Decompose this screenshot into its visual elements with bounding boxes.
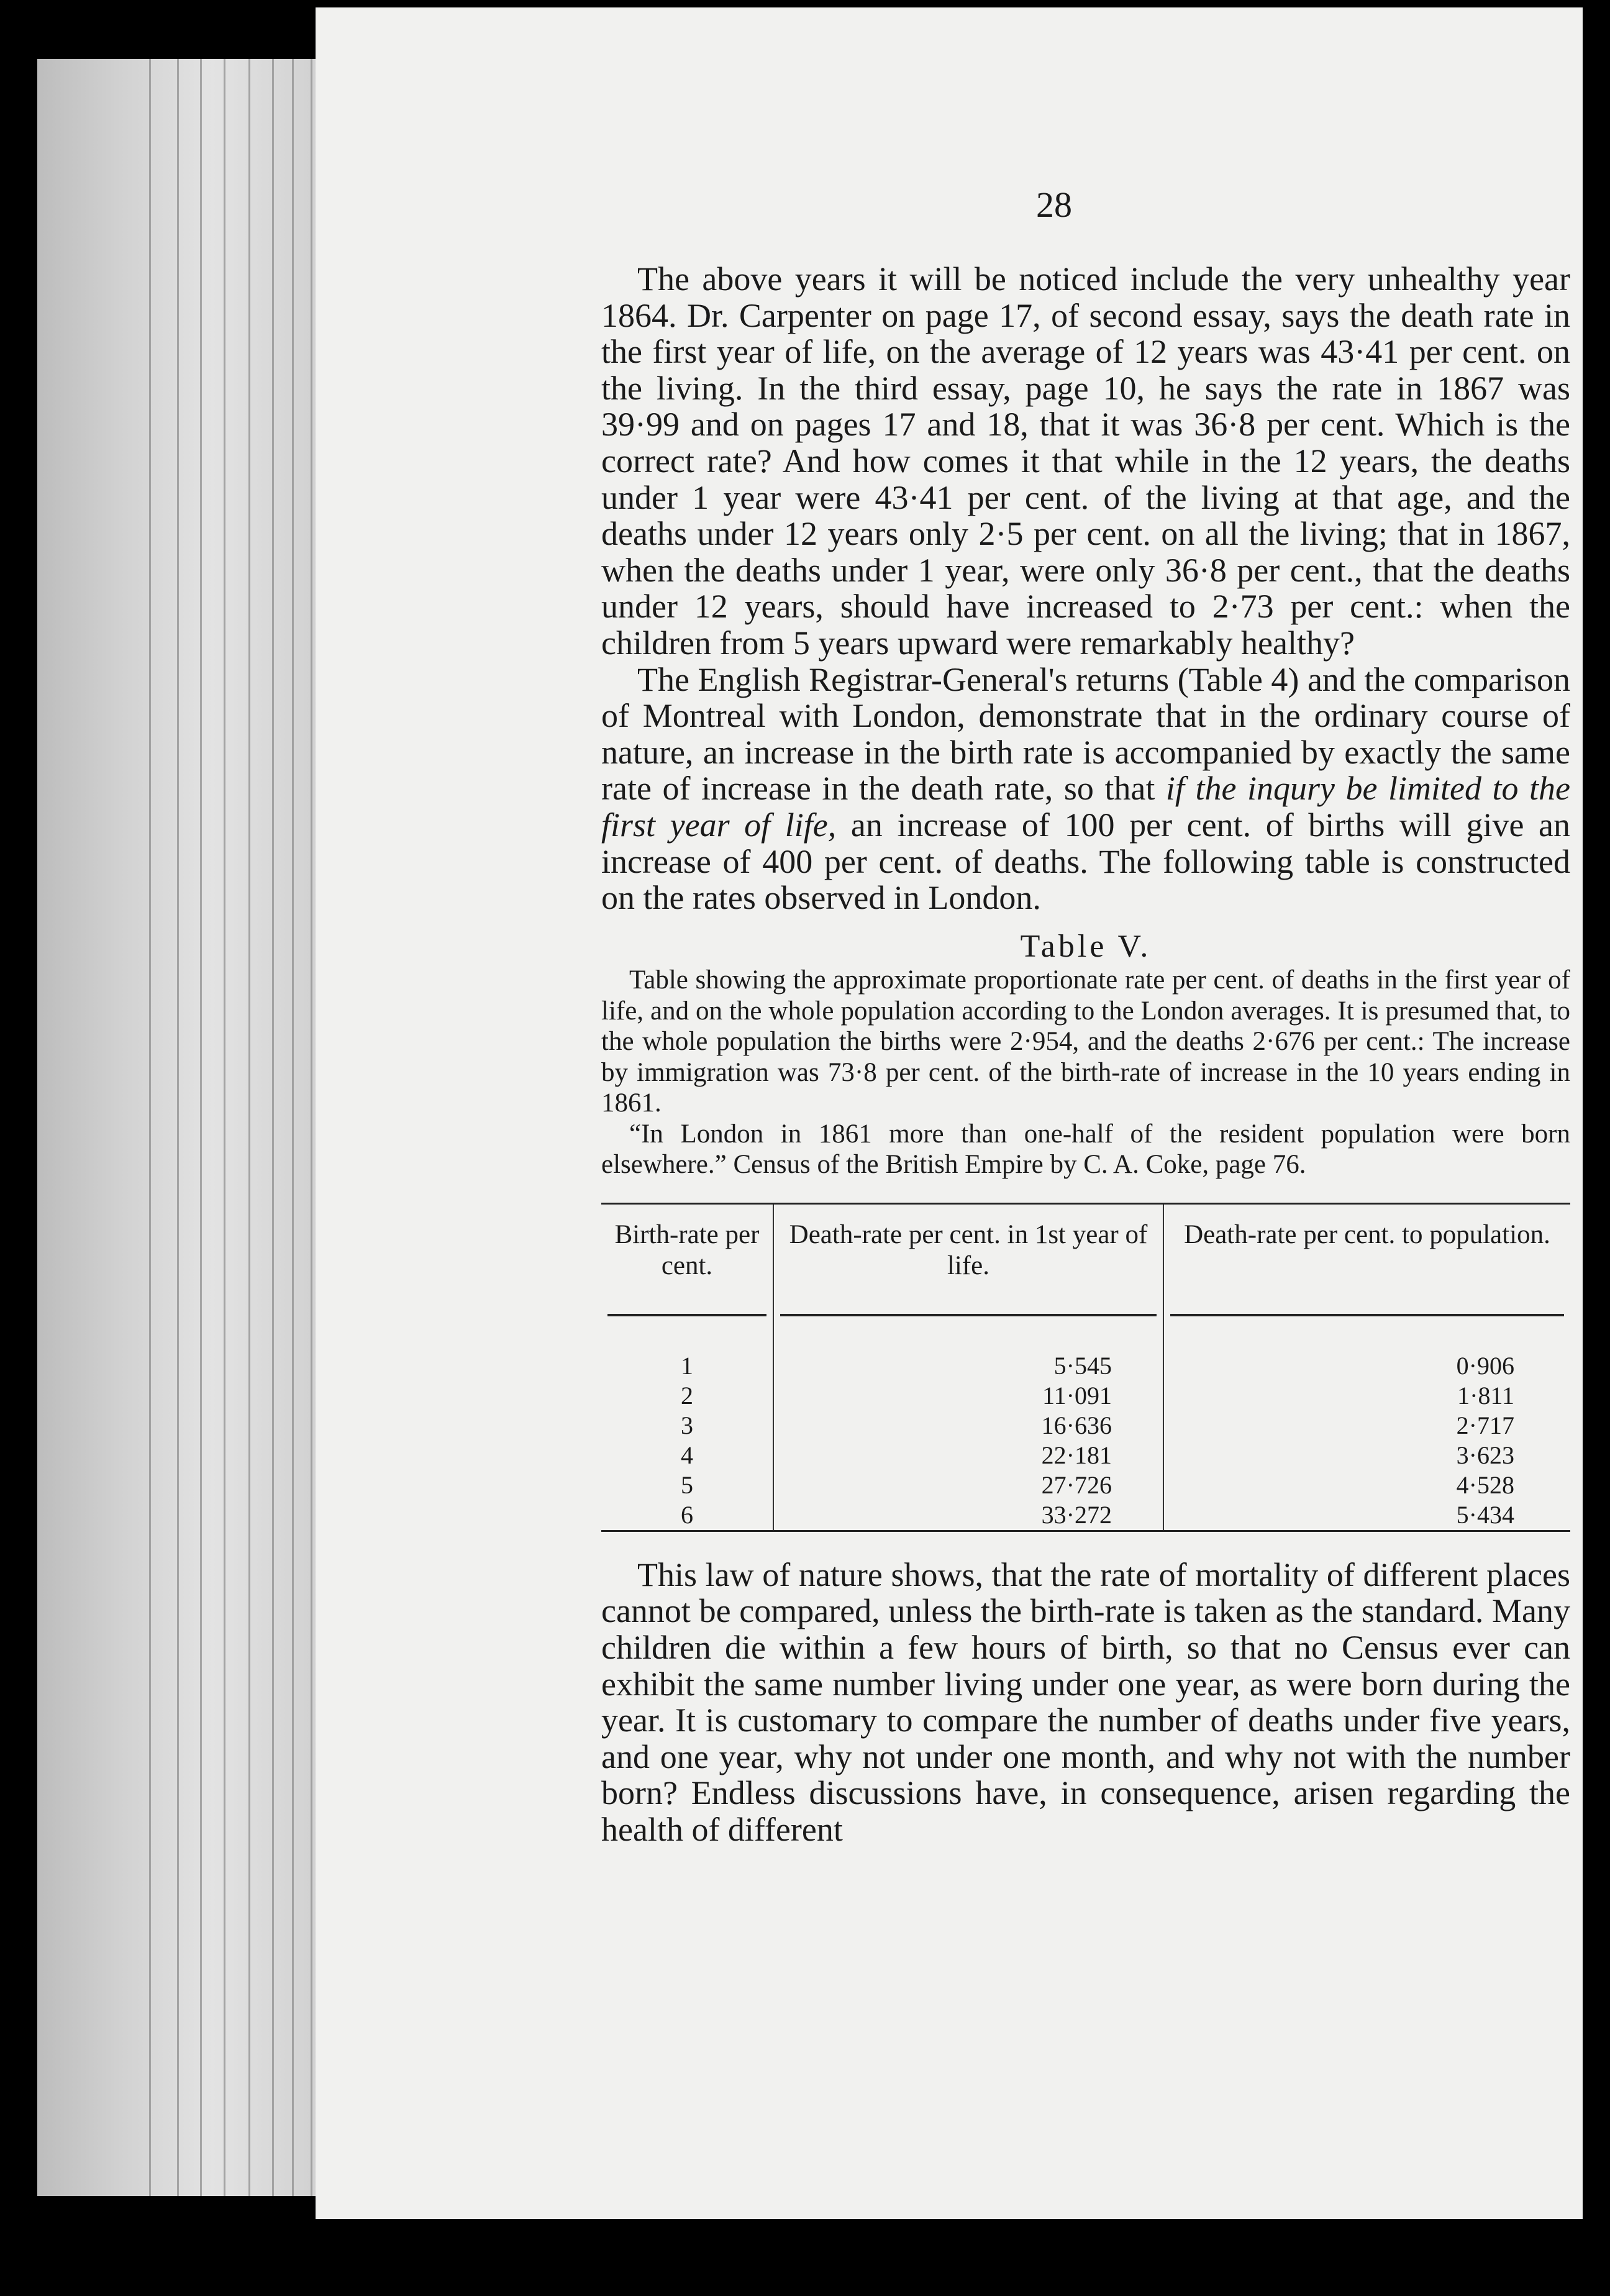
- paragraph-2-emphasis: if the inqury be limited to the first year of life,: [601, 770, 1571, 844]
- table-quote: “In London in 1861 more than one-half of the resident population were born elsewhere.” Census of the British Empire by C. A. Coke, page 76.: [601, 1119, 1570, 1180]
- header-birth-rate: Birth-rate per cent.: [614, 1219, 760, 1280]
- header-rule: [601, 1306, 1570, 1324]
- header-death-rate-population: Death-rate per cent. to population.: [1163, 1205, 1570, 1306]
- cell-death-rate-first-year: 33·272: [773, 1500, 1163, 1530]
- page-stack-edges: [37, 59, 329, 2196]
- cell-death-rate-first-year: 5·545: [773, 1351, 1163, 1381]
- cell-death-rate-first-year: 27·726: [773, 1470, 1163, 1500]
- cell-birth-rate: 6: [681, 1500, 693, 1529]
- paragraph-2-start: The English Registrar-General's returns (Table 4) and the comparison of Montreal with London, demonstrate that in the ordinary course of nature, an increase in the birth rate is accompanied by exactly the same rate of increase in the death rate, so that: [601, 660, 1570, 808]
- cell-death-rate-population: 2·717: [1163, 1411, 1570, 1441]
- table-row: [601, 1441, 1570, 1470]
- table-spacer: [601, 1324, 1570, 1351]
- paragraph-3: This law of nature shows, that the rate of mortality of different places cannot be compared, unless the birth-rate is taken as the standard. Many children die within a few hours of birth, so that no Census ever can exhibit the same number living under one year, as were born during the year. It is customary to compare the number of deaths under five years, and one year, why not under one month, and why not with the number born? Endless discussions have, in consequence, arisen regarding the health of different: [601, 1556, 1570, 1848]
- table-caption: Table V.: [1020, 928, 1152, 964]
- cell-death-rate-population: 3·623: [1163, 1441, 1570, 1470]
- cell-death-rate-first-year: 11·091: [773, 1381, 1163, 1411]
- cell-birth-rate: 5: [681, 1470, 693, 1499]
- cell-death-rate-first-year: 22·181: [773, 1441, 1163, 1470]
- cell-birth-rate: 3: [681, 1411, 693, 1439]
- paragraph-2: [601, 662, 1570, 916]
- table-row: [601, 1500, 1570, 1530]
- table-row: [601, 1411, 1570, 1441]
- page-number: 28: [1036, 184, 1072, 225]
- table-description: Table showing the approximate proportionate rate per cent. of deaths in the first year of life, and on the whole population according to the London averages. It is presumed that, to the whole population the births were 2·954, and the deaths 2·676 per cent.: The increase by immigration was 73·8 per cent. of the birth-rate of increase in the 10 years ending in 1861.: [601, 965, 1570, 1118]
- cell-death-rate-population: 1·811: [1163, 1381, 1570, 1411]
- table-row: [601, 1381, 1570, 1411]
- table-row: [601, 1470, 1570, 1500]
- cell-death-rate-population: 5·434: [1163, 1500, 1570, 1530]
- cell-birth-rate: 2: [681, 1381, 693, 1410]
- header-death-rate-first-year: Death-rate per cent. in 1st year of life.: [773, 1205, 1163, 1306]
- paragraph-1: The above years it will be noticed include the very unhealthy year 1864. Dr. Carpenter on page 17, of second essay, says the death rate in the first year of life, on the average of 12 years was 43·41 per cent. on the living. In the third essay, page 10, he says the rate in 1867 was 39·99 and on pages 17 and 18, that it was 36·8 per cent. Which is the correct rate? And how comes it that while in the 12 years, the deaths under 1 year were 43·41 per cent. of the living at that age, and the deaths under 12 years only 2·5 per cent. on all the living; that in 1867, when the deaths under 1 year, were only 36·8 per cent., that the deaths under 12 years, should have increased to 2·73 per cent.: when the children from 5 years upward were remarkably healthy?: [601, 260, 1570, 662]
- cell-birth-rate: 1: [681, 1351, 693, 1380]
- paragraph-2-end: an increase of 100 per cent. of births will give an increase of 400 per cent. of deaths. The following table is constructed on the rates observed in London.: [601, 806, 1571, 917]
- cell-birth-rate: 4: [681, 1441, 693, 1469]
- cell-death-rate-first-year: 16·636: [773, 1411, 1163, 1441]
- page-body: [601, 261, 1570, 1848]
- data-table: [601, 1203, 1570, 1532]
- cell-death-rate-population: 4·528: [1163, 1470, 1570, 1500]
- table-row: [601, 1351, 1570, 1381]
- table-header-row: [601, 1205, 1570, 1306]
- cell-death-rate-population: 0·906: [1163, 1351, 1570, 1381]
